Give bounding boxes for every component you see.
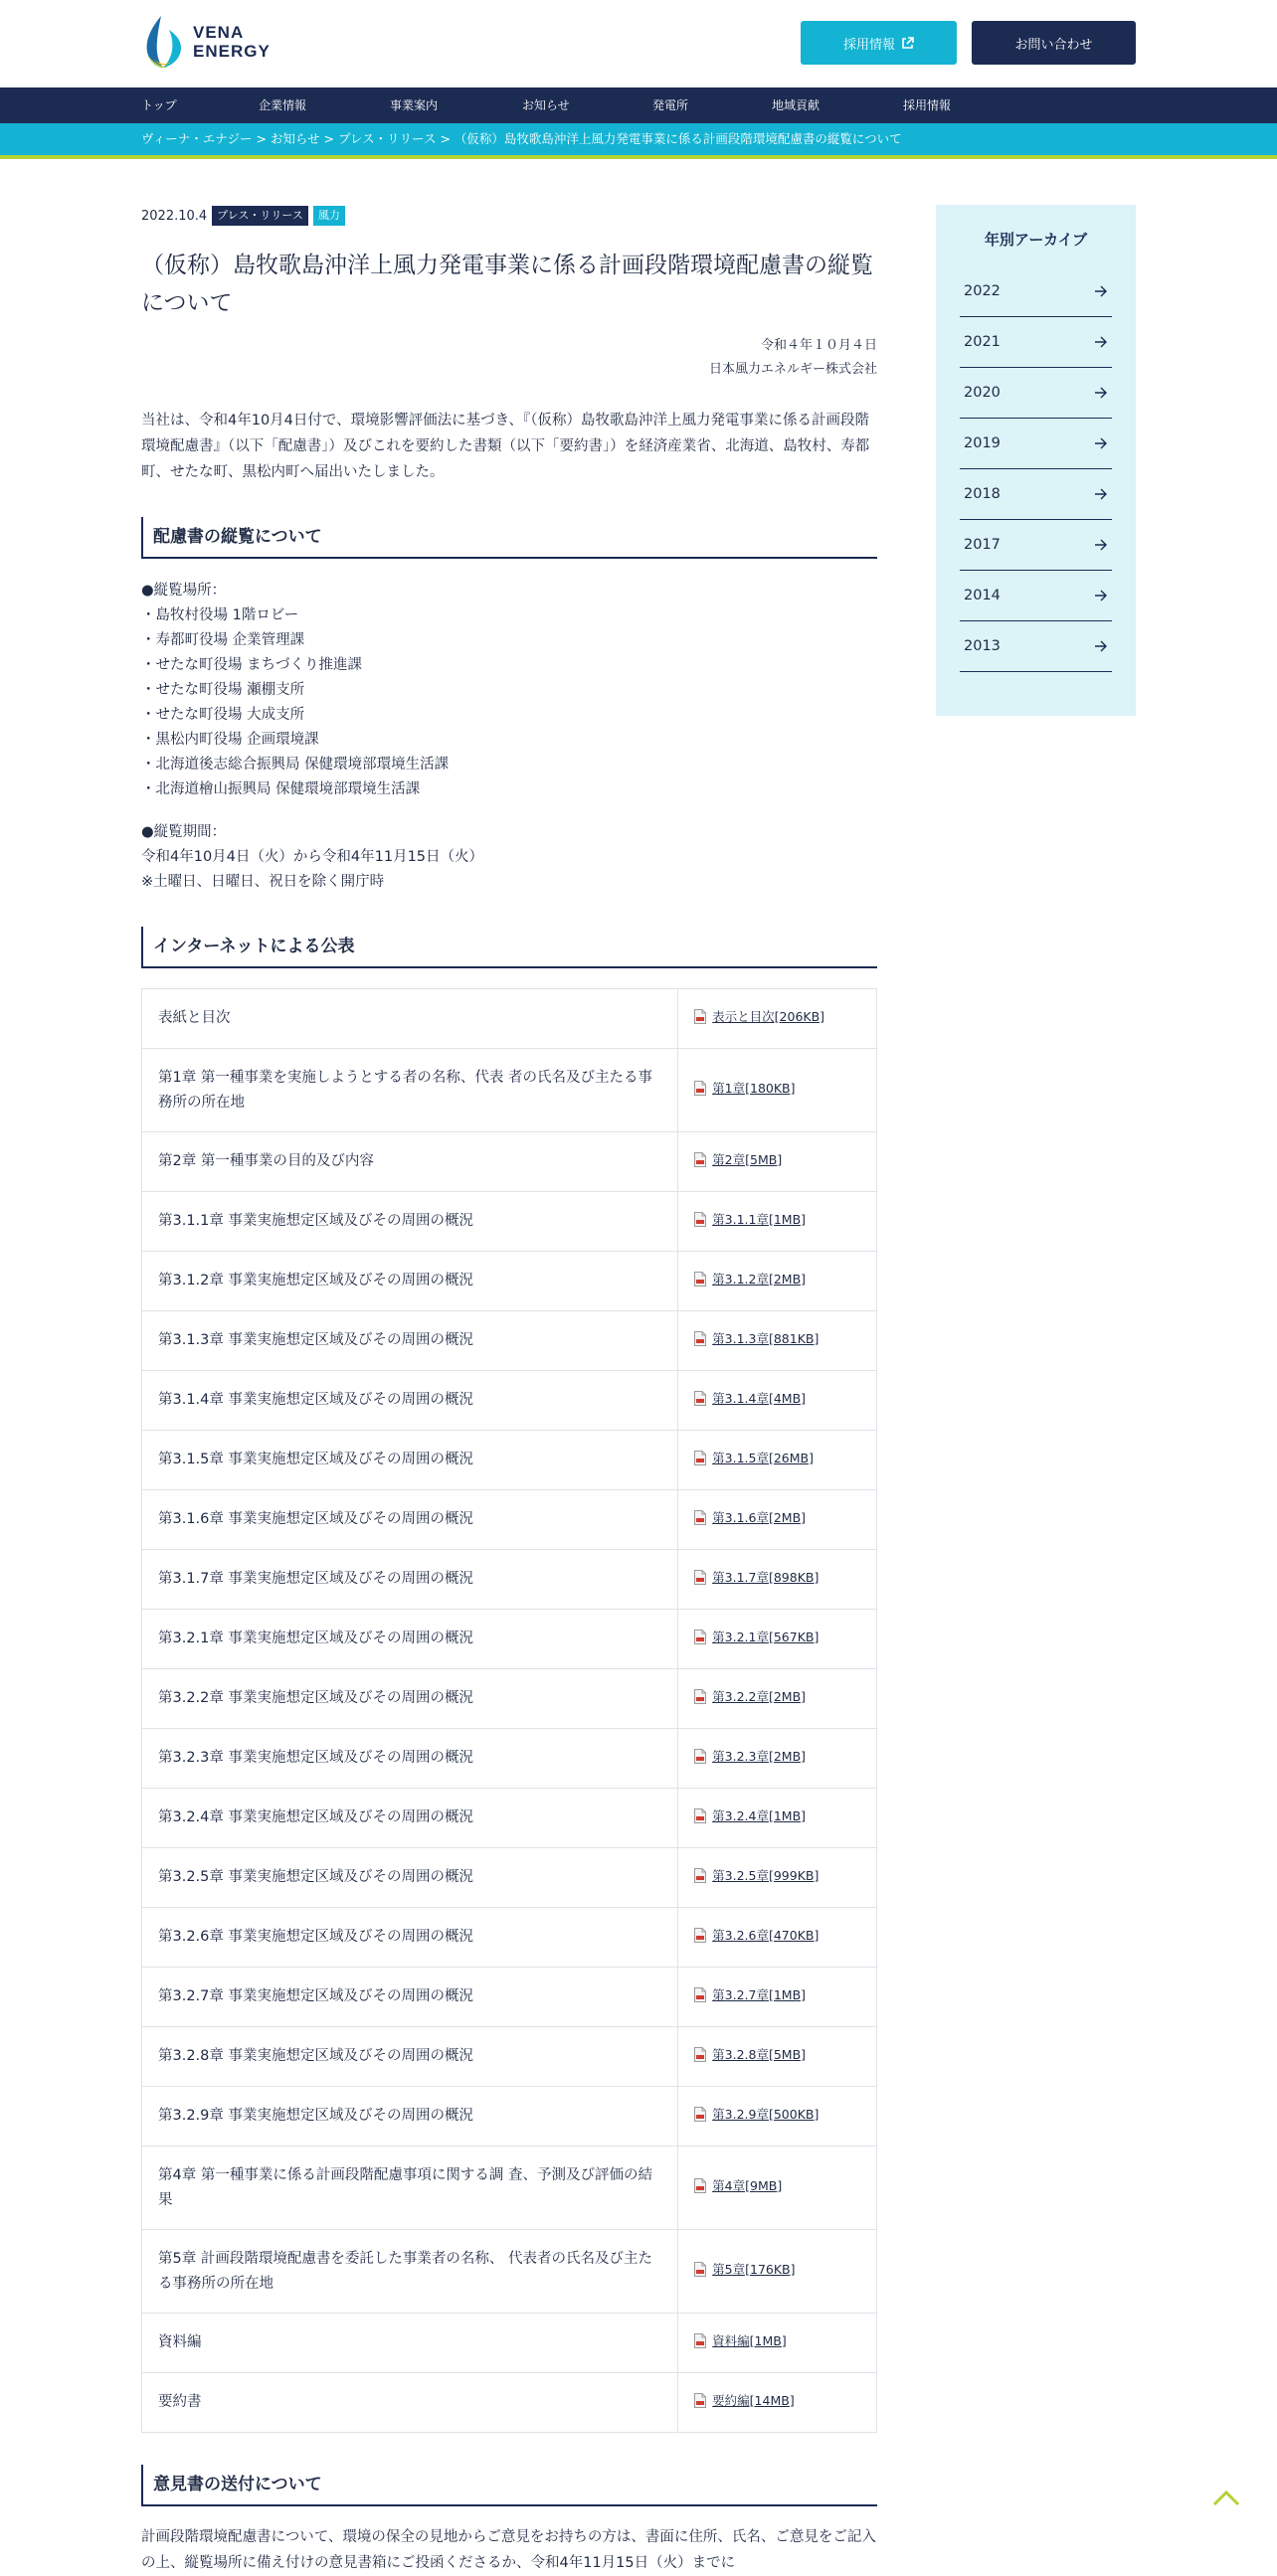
archive-year-label: 2013 [964, 638, 1001, 654]
document-link-cell [678, 1490, 877, 1550]
arrow-right-icon [1094, 488, 1108, 500]
document-name: 第3.2.7章 事業実施想定区域及びその周囲の概況 [142, 1968, 678, 2027]
pdf-download-link[interactable] [694, 1267, 806, 1291]
pdf-file-icon [694, 1081, 706, 1096]
pdf-file-icon [694, 1570, 706, 1585]
pdf-file-icon [694, 1391, 706, 1406]
arrow-right-icon [1094, 285, 1108, 297]
pdf-link-label: 第3.2.8章[5MB] [712, 2047, 807, 2062]
document-link-cell [678, 1431, 877, 1490]
table-row [142, 2027, 877, 2087]
recruit-button[interactable] [801, 21, 957, 65]
pdf-download-link[interactable] [694, 1625, 819, 1649]
pdf-download-link[interactable] [694, 1684, 806, 1709]
document-name: 第3.1.2章 事業実施想定区域及びその周囲の概況 [142, 1252, 678, 1311]
document-link-cell [678, 1311, 877, 1371]
table-row [142, 1132, 877, 1192]
table-row [142, 1848, 877, 1908]
document-link-cell [678, 2314, 877, 2373]
arrow-right-icon [1094, 437, 1108, 449]
article-date: 2022.10.4 [141, 208, 208, 224]
site-header [0, 0, 1277, 87]
archive-year-item[interactable] [960, 469, 1112, 520]
table-row [142, 1431, 877, 1490]
table-row [142, 1610, 877, 1669]
pdf-link-label: 第3.2.7章[1MB] [712, 1987, 807, 2002]
pdf-download-link[interactable] [694, 1982, 806, 2007]
recruit-button-label: 採用情報 [842, 37, 895, 53]
archive-year-label: 2017 [964, 537, 1001, 553]
document-name: 第3.1.7章 事業実施想定区域及びその周囲の概況 [142, 1550, 678, 1610]
article [141, 205, 877, 2576]
category-tag-press[interactable]: プレス・リリース [212, 206, 308, 226]
pdf-download-link[interactable] [694, 1386, 806, 1411]
table-row [142, 1968, 877, 2027]
vena-energy-logo[interactable] [141, 14, 271, 70]
document-link-cell [678, 1192, 877, 1252]
document-name: 第3.2.6章 事業実施想定区域及びその周囲の概況 [142, 1908, 678, 1968]
pdf-download-link[interactable] [694, 2388, 795, 2413]
pdf-download-link[interactable] [694, 2257, 795, 2282]
page-title: （仮称）島牧歌島沖洋上風力発電事業に係る計画段階環境配慮書の縦覧について [141, 253, 873, 316]
section-heading-internet: インターネットによる公表 [141, 927, 877, 968]
pdf-download-link[interactable] [694, 2173, 782, 2198]
table-row [142, 989, 877, 1049]
pdf-download-link[interactable] [694, 1446, 814, 1470]
pdf-file-icon [694, 1510, 706, 1525]
pdf-link-label: 第3.1.1章[1MB] [712, 1212, 807, 1227]
document-name: 第3.2.3章 事業実施想定区域及びその周囲の概況 [142, 1729, 678, 1789]
lead-paragraph: 当社は、令和4年10月4日付で、環境影響評価法に基づき、『（仮称）島牧歌島沖洋上風力発電事業に係る計画段階環境配慮書』（以下「配慮書」）及びこれを要約した書類（以下「要約書」）を経済産業省、北海道、島牧村、寿都町、せたな町、黒松内町へ届出いたしました。 [141, 413, 870, 480]
table-row [142, 1490, 877, 1550]
location-item: ・せたな町役場 まちづくり推進課 [141, 657, 362, 673]
arrow-right-icon [1094, 336, 1108, 348]
arrow-right-icon [1094, 590, 1108, 601]
table-row [142, 2373, 877, 2433]
category-tag-wind[interactable]: 風力 [313, 206, 345, 226]
document-name: 第4章 第一種事業に係る計画段階配慮事項に関する調 査、予測及び評価の結果 [142, 2147, 678, 2230]
document-link-cell [678, 1371, 877, 1431]
document-link-cell [678, 1729, 877, 1789]
table-row [142, 2230, 877, 2314]
document-link-cell [678, 1789, 877, 1848]
archive-year-label: 2021 [964, 334, 1001, 350]
viewing-info [141, 579, 877, 895]
document-name: 第3.1.1章 事業実施想定区域及びその周囲の概況 [142, 1192, 678, 1252]
pdf-link-label: 第3.1.3章[881KB] [712, 1331, 820, 1346]
arrow-right-icon [1094, 539, 1108, 551]
document-name: 要約書 [142, 2373, 678, 2433]
pdf-file-icon [694, 2107, 706, 2122]
pdf-file-icon [694, 1451, 706, 1465]
document-link-cell [678, 2147, 877, 2230]
pdf-download-link[interactable] [694, 1803, 806, 1828]
document-link-cell [678, 1908, 877, 1968]
location-item: ・北海道檜山振興局 保健環境部環境生活課 [141, 781, 421, 797]
nav-item-plants[interactable]: 発電所 [652, 98, 689, 112]
archive-year-item[interactable] [960, 368, 1112, 419]
archive-year-label: 2014 [964, 588, 1001, 603]
document-name: 第5章 計画段階環境配慮書を委託した事業者の名称、 代表者の氏名及び主たる事務所の所在地 [142, 2230, 678, 2314]
period-note: ※土曜日、日曜日、祝日を除く開庁時 [141, 874, 385, 890]
table-row [142, 1371, 877, 1431]
pdf-link-label: 第3.2.3章[2MB] [712, 1749, 807, 1764]
pdf-link-label: 第3.1.5章[26MB] [712, 1451, 814, 1465]
table-row [142, 2314, 877, 2373]
document-link-cell [678, 2087, 877, 2147]
archive-year-list [960, 266, 1112, 672]
table-row [142, 1669, 877, 1729]
pdf-file-icon [694, 1212, 706, 1227]
location-item: ・せたな町役場 瀬棚支所 [141, 682, 305, 698]
pdf-link-label: 第3.2.9章[500KB] [712, 2107, 820, 2122]
pdf-link-label: 表示と目次[206KB] [712, 1009, 825, 1024]
archive-sidebar [936, 205, 1136, 716]
locations-heading: ●縦覧場所： [141, 583, 227, 599]
pdf-download-link[interactable] [694, 1923, 819, 1948]
external-link-icon [901, 37, 914, 50]
pdf-link-label: 第3.2.5章[999KB] [712, 1868, 820, 1883]
archive-year-label: 2020 [964, 385, 1001, 401]
archive-year-item[interactable] [960, 317, 1112, 368]
pdf-download-link[interactable] [694, 1863, 819, 1888]
document-link-cell [678, 1049, 877, 1132]
pdf-file-icon [694, 1928, 706, 1943]
pdf-download-link[interactable] [694, 2102, 819, 2127]
contact-button[interactable] [972, 21, 1136, 65]
breadcrumb [0, 123, 1277, 159]
table-row [142, 1908, 877, 1968]
archive-year-label: 2018 [964, 486, 1001, 502]
document-link-cell [678, 1252, 877, 1311]
arrow-right-icon [1094, 387, 1108, 399]
document-link-cell [678, 1610, 877, 1669]
document-name: 第1章 第一種事業を実施しようとする者の名称、代表 者の氏名及び主たる事務所の所在地 [142, 1049, 678, 1132]
pdf-link-label: 第3.1.7章[898KB] [712, 1570, 820, 1585]
nav-item-news[interactable]: お知らせ [522, 98, 570, 112]
document-name: 表紙と目次 [142, 989, 678, 1049]
chevron-up-icon [1211, 2488, 1241, 2507]
pdf-download-link[interactable] [694, 1147, 782, 1172]
nav-item-top[interactable]: トップ [141, 98, 177, 112]
document-table [141, 988, 877, 2433]
pdf-link-label: 第3.1.4章[4MB] [712, 1391, 807, 1406]
document-name: 第3.2.2章 事業実施想定区域及びその周囲の概況 [142, 1669, 678, 1729]
location-item: ・黒松内町役場 企画環境課 [141, 732, 319, 748]
archive-year-item[interactable] [960, 266, 1112, 317]
opinion-paragraph: 計画段階環境配慮書について、環境の保全の見地からご意見をお持ちの方は、書面に住所、氏名、ご意見をご記入の上、縦覧場所に備え付けの意見書箱にご投函くださるか、令和4年11月15日（火）までに [141, 2529, 876, 2571]
leaf-logo-icon [141, 14, 183, 70]
pdf-download-link[interactable] [694, 2042, 806, 2067]
pdf-link-label: 第2章[5MB] [712, 1152, 783, 1167]
section-heading-viewing: 配慮書の縦覧について [141, 517, 877, 559]
pdf-link-label: 資料編[1MB] [712, 2333, 787, 2348]
document-link-cell [678, 2230, 877, 2314]
pdf-file-icon [694, 2047, 706, 2062]
pdf-file-icon [694, 1009, 706, 1024]
archive-year-item[interactable] [960, 571, 1112, 621]
pdf-file-icon [694, 2393, 706, 2408]
contact-button-label: お問い合わせ [1014, 37, 1093, 53]
pdf-link-label: 第3.1.6章[2MB] [712, 1510, 807, 1525]
document-name: 第3.2.5章 事業実施想定区域及びその周囲の概況 [142, 1848, 678, 1908]
archive-year-item[interactable] [960, 520, 1112, 571]
document-link-cell [678, 1132, 877, 1192]
table-row [142, 1789, 877, 1848]
breadcrumb-text[interactable]: ヴィーナ・エナジー > お知らせ > プレス・リリース > （仮称）島牧歌島沖洋上風力発電事業に係る計画段階環境配慮書の縦覧について [141, 131, 902, 146]
nav-item-recruit[interactable]: 採用情報 [903, 98, 952, 112]
pdf-link-label: 第3.2.4章[1MB] [712, 1808, 807, 1823]
pdf-file-icon [694, 2333, 706, 2348]
pdf-link-label: 第3.2.6章[470KB] [712, 1928, 820, 1943]
pdf-download-link[interactable] [694, 1004, 824, 1029]
logo-text-energy: ENERGY [193, 42, 271, 61]
pdf-file-icon [694, 1987, 706, 2002]
document-name: 第3.2.8章 事業実施想定区域及びその周囲の概況 [142, 2027, 678, 2087]
document-table-body [142, 989, 877, 2433]
document-link-cell [678, 1968, 877, 2027]
table-row [142, 1311, 877, 1371]
document-name: 第2章 第一種事業の目的及び内容 [142, 1132, 678, 1192]
document-link-cell [678, 989, 877, 1049]
pdf-download-link[interactable] [694, 1326, 819, 1351]
document-name: 第3.1.6章 事業実施想定区域及びその周囲の概況 [142, 1490, 678, 1550]
location-item: ・寿都町役場 企業管理課 [141, 632, 305, 648]
document-link-cell [678, 1669, 877, 1729]
section-heading-opinion: 意見書の送付について [141, 2465, 877, 2506]
pdf-file-icon [694, 1749, 706, 1764]
table-row [142, 2147, 877, 2230]
document-name: 第3.1.3章 事業実施想定区域及びその周囲の概況 [142, 1311, 678, 1371]
archive-year-item[interactable] [960, 621, 1112, 672]
nav-item-company[interactable]: 企業情報 [259, 98, 307, 112]
document-name: 第3.1.5章 事業実施想定区域及びその周囲の概況 [142, 1431, 678, 1490]
document-name: 資料編 [142, 2314, 678, 2373]
document-name: 第3.1.4章 事業実施想定区域及びその周囲の概況 [142, 1371, 678, 1431]
document-link-cell [678, 2027, 877, 2087]
archive-year-label: 2019 [964, 435, 1001, 451]
table-row [142, 1192, 877, 1252]
global-nav [0, 87, 1277, 123]
logo-text-vena: VENA [193, 23, 245, 42]
pdf-link-label: 第3.1.2章[2MB] [712, 1272, 807, 1287]
pdf-file-icon [694, 1331, 706, 1346]
pdf-link-label: 第4章[9MB] [712, 2178, 783, 2193]
location-item: ・せたな町役場 大成支所 [141, 707, 305, 723]
pdf-file-icon [694, 1689, 706, 1704]
pdf-download-link[interactable] [694, 1076, 795, 1101]
pdf-link-label: 第3.2.1章[567KB] [712, 1630, 820, 1644]
archive-title: 年別アーカイブ [984, 231, 1088, 249]
pdf-link-label: 第5章[176KB] [712, 2262, 796, 2277]
nav-item-business[interactable]: 事業案内 [390, 98, 439, 112]
spacer [141, 802, 877, 820]
nav-item-community[interactable]: 地域貢献 [772, 98, 821, 112]
document-name: 第3.2.9章 事業実施想定区域及びその周囲の概況 [142, 2087, 678, 2147]
pdf-download-link[interactable] [694, 1505, 806, 1530]
pdf-link-label: 第1章[180KB] [712, 1081, 796, 1096]
arrow-right-icon [1094, 640, 1108, 652]
pdf-file-icon [694, 2262, 706, 2277]
document-link-cell [678, 1550, 877, 1610]
pdf-file-icon [694, 1152, 706, 1167]
article-meta [141, 205, 877, 227]
archive-year-item[interactable] [960, 419, 1112, 469]
pdf-file-icon [694, 2178, 706, 2193]
table-row [142, 1550, 877, 1610]
table-row [142, 1252, 877, 1311]
document-link-cell [678, 1848, 877, 1908]
document-name: 第3.2.4章 事業実施想定区域及びその周囲の概況 [142, 1789, 678, 1848]
archive-year-label: 2022 [964, 283, 1001, 299]
document-name: 第3.2.1章 事業実施想定区域及びその周囲の概況 [142, 1610, 678, 1669]
issued-date: 令和４年１０月４日 [760, 338, 877, 353]
issuer-block [141, 334, 877, 382]
table-row [142, 1049, 877, 1132]
table-row [142, 1729, 877, 1789]
pdf-download-link[interactable] [694, 1744, 806, 1769]
pdf-file-icon [694, 1272, 706, 1287]
pdf-download-link[interactable] [694, 1565, 819, 1590]
pdf-file-icon [694, 1630, 706, 1644]
location-item: ・北海道後志総合振興局 保健環境部環境生活課 [141, 757, 450, 773]
document-link-cell [678, 2373, 877, 2433]
pdf-file-icon [694, 1868, 706, 1883]
table-row [142, 2087, 877, 2147]
pdf-link-label: 要約編[14MB] [712, 2393, 795, 2408]
pdf-link-label: 第3.2.2章[2MB] [712, 1689, 807, 1704]
pdf-file-icon [694, 1808, 706, 1823]
pdf-download-link[interactable] [694, 1207, 806, 1232]
issuer-name: 日本風力エネルギー株式会社 [708, 362, 877, 377]
page-top-button[interactable] [1211, 2488, 1241, 2511]
pdf-download-link[interactable] [694, 2328, 787, 2353]
period-text: 令和4年10月4日（火）から令和4年11月15日（火） [141, 849, 484, 865]
period-heading: ●縦覧期間： [141, 824, 227, 840]
location-item: ・島牧村役場 1階ロビー [141, 607, 299, 623]
